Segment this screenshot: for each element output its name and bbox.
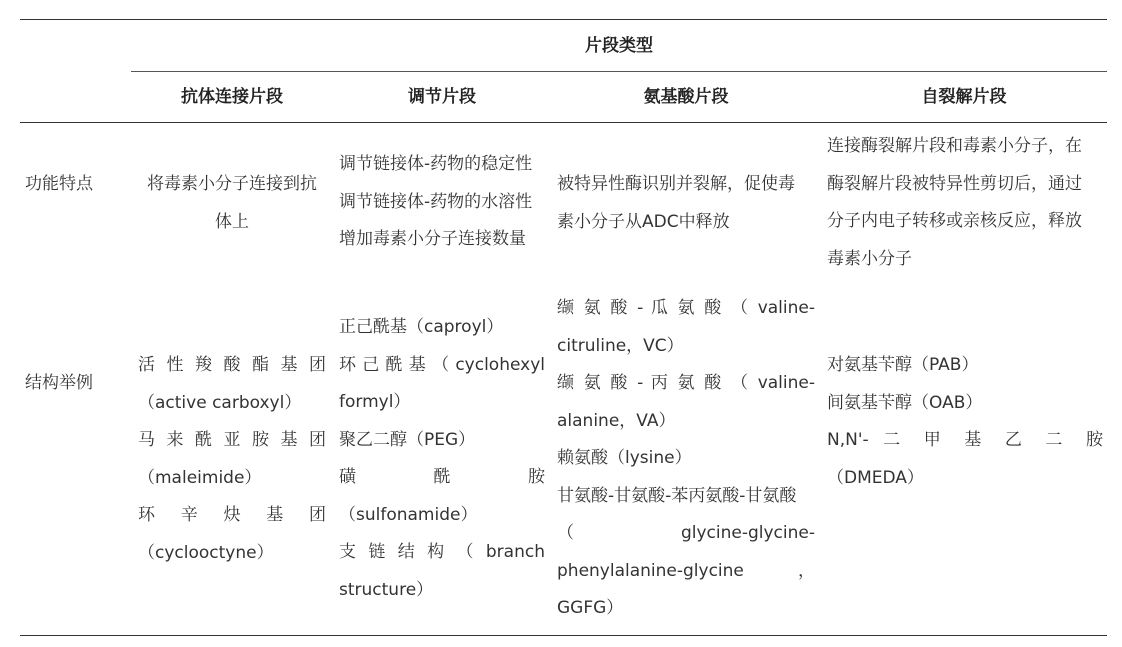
text-line: （active carboxyl） xyxy=(138,392,302,413)
column-header-amino-acid: 氨基酸片段 xyxy=(643,87,729,107)
text-line: （ glycine-glycine- xyxy=(557,523,815,543)
cell-structure-regulating xyxy=(339,309,545,609)
text-line: 对氨基苄醇（PAB） xyxy=(827,355,979,375)
header-bottom-rule xyxy=(20,122,1107,123)
cell-function-antibody xyxy=(138,166,326,241)
text-line: 缬 氨 酸 - 丙 氨 酸 （ valine- xyxy=(557,373,815,393)
group-header: 片段类型 xyxy=(585,36,653,56)
text-line: 正己酰基（caproyl） xyxy=(339,317,504,337)
text-line: GGFG） xyxy=(557,598,624,618)
text-line: citruline，VC） xyxy=(557,335,684,356)
text-line: N,N'- 二 甲 基 乙 二 胺 xyxy=(827,430,1103,450)
text-line: 被特异性酶识别并裂解，促使毒 xyxy=(557,174,795,194)
cell-structure-amino-acid xyxy=(557,290,815,628)
text-line: 环 辛 炔 基 团 xyxy=(138,505,326,525)
text-line: 支 链 结 构 （ branch xyxy=(339,542,545,562)
text-line: 分子内电子转移或亲核反应，释放 xyxy=(827,211,1082,231)
text-line: 环 己 酰 基 （ cyclohexyl xyxy=(339,354,545,375)
text-line: 素小分子从ADC中释放 xyxy=(557,211,730,232)
cell-structure-self-cleaving xyxy=(827,347,1103,497)
row-label-function: 功能特点 xyxy=(25,174,93,194)
cell-function-amino-acid xyxy=(557,166,815,241)
text-line: 体上 xyxy=(215,211,249,232)
text-line: （DMEDA） xyxy=(827,467,924,488)
text-line: （cyclooctyne） xyxy=(138,542,274,563)
cell-function-self-cleaving xyxy=(827,128,1103,278)
text-line: 聚乙二醇（PEG） xyxy=(339,429,476,450)
column-header-antibody: 抗体连接片段 xyxy=(181,87,283,107)
text-line: 调节链接体-药物的水溶性 xyxy=(339,191,533,212)
text-line: 磺 酰 胺 xyxy=(339,467,545,487)
text-line: 马 来 酰 亚 胺 基 团 xyxy=(138,430,326,450)
group-header-rule xyxy=(131,71,1107,72)
column-header-self-cleaving: 自裂解片段 xyxy=(921,87,1007,107)
text-line: 增加毒素小分子连接数量 xyxy=(339,229,526,249)
text-line: 酶裂解片段被特异性剪切后，通过 xyxy=(827,173,1082,194)
text-line: phenylalanine-glycine ， xyxy=(557,560,815,581)
text-line: 间氨基苄醇（OAB） xyxy=(827,392,983,413)
text-line: 活 性 羧 酸 酯 基 团 xyxy=(138,355,326,375)
text-line: alanine，VA） xyxy=(557,410,676,431)
table-bottom-rule xyxy=(20,635,1107,636)
row-label-structure: 结构举例 xyxy=(25,373,93,393)
text-line: 毒素小分子 xyxy=(827,248,912,269)
text-line: 将毒素小分子连接到抗 xyxy=(147,174,317,194)
cell-function-regulating xyxy=(339,146,549,259)
text-line: structure） xyxy=(339,579,434,600)
text-line: （sulfonamide） xyxy=(339,504,478,525)
text-line: formyl） xyxy=(339,392,411,412)
column-header-regulating: 调节片段 xyxy=(408,87,476,107)
table-top-rule xyxy=(20,19,1107,20)
text-line: 连接酶裂解片段和毒素小分子，在 xyxy=(827,136,1082,156)
text-line: （maleimide） xyxy=(138,467,262,488)
text-line: 甘氨酸-甘氨酸-苯丙氨酸-甘氨酸 xyxy=(557,485,797,506)
text-line: 缬 氨 酸 - 瓜 氨 酸 （ valine- xyxy=(557,298,815,318)
text-line: 赖氨酸（lysine） xyxy=(557,448,692,468)
text-line: 调节链接体-药物的稳定性 xyxy=(339,154,533,174)
cell-structure-antibody xyxy=(138,347,326,572)
